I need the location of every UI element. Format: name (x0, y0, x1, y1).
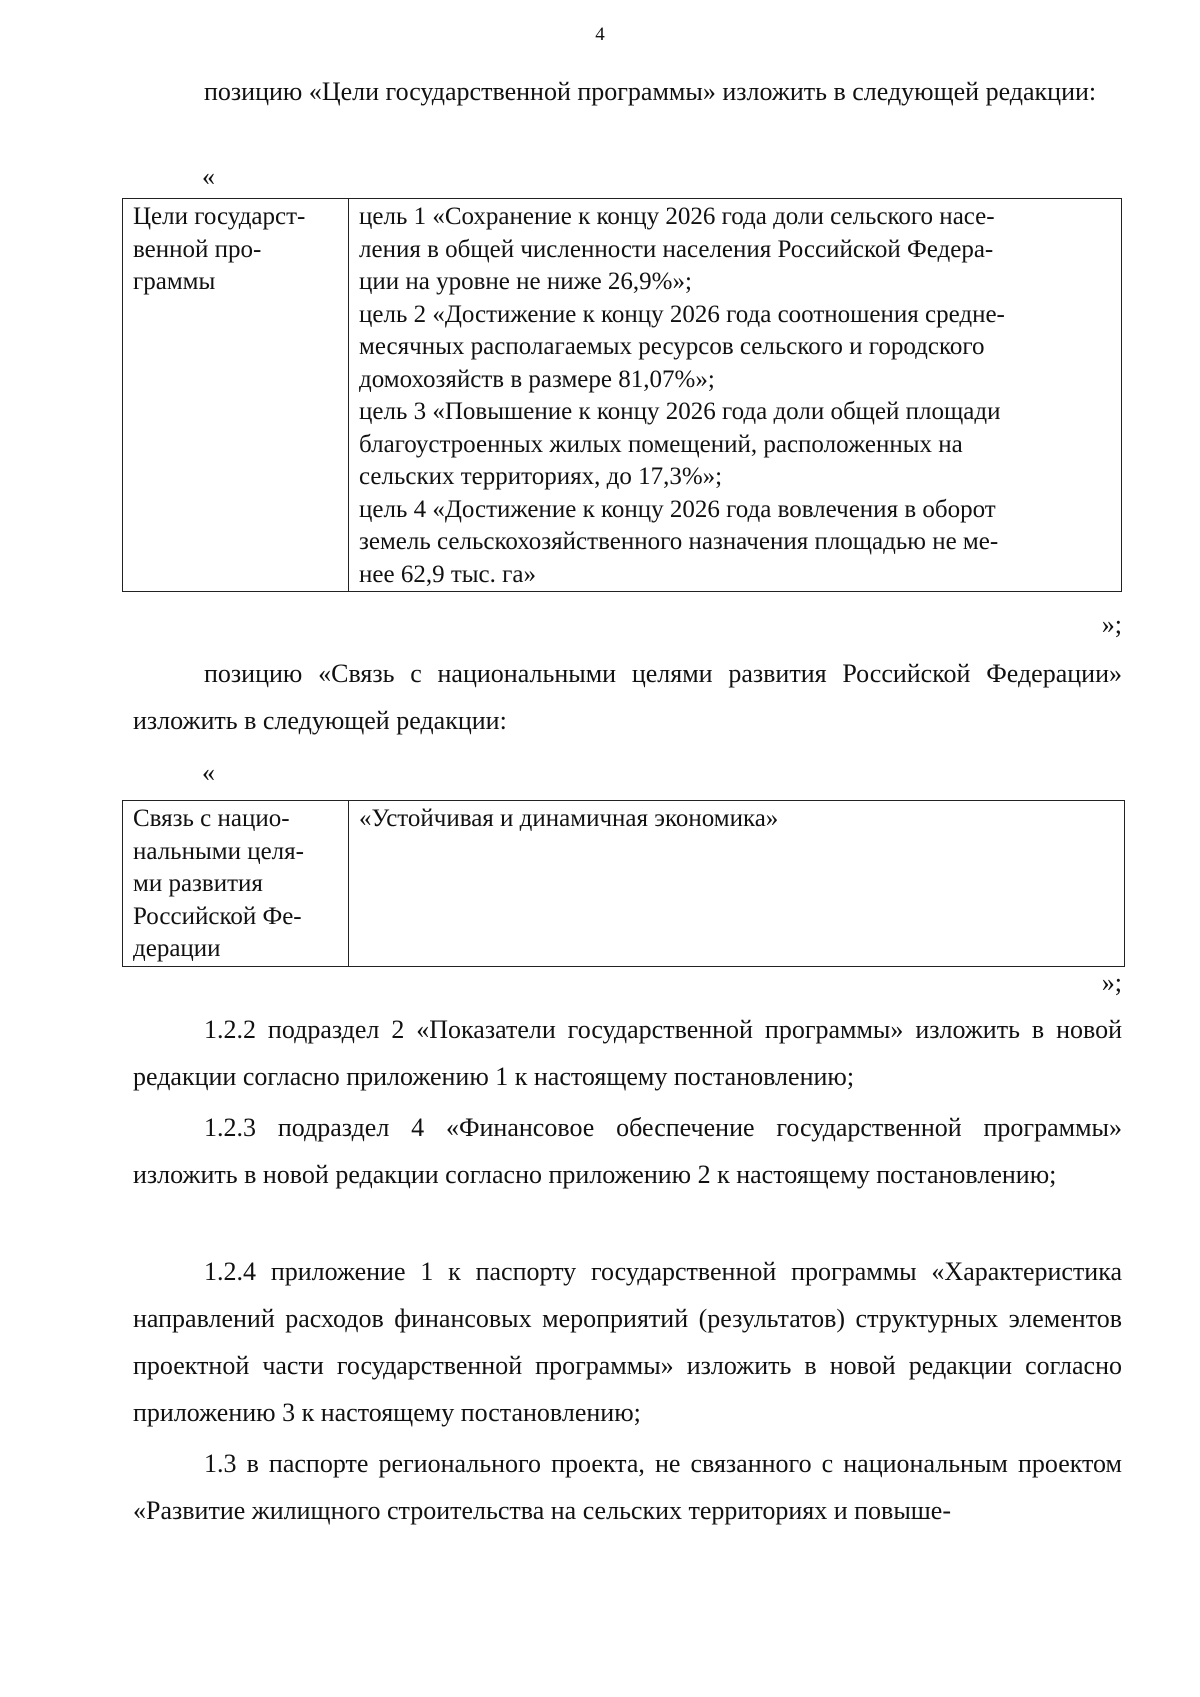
goals-label-cell (123, 199, 349, 592)
cell-line: ления в общей численности населения Российской Федера- (359, 235, 994, 263)
cell-line: дерации (133, 935, 221, 962)
cell-line: ции на уровне не ниже 26,9%»; (359, 268, 692, 295)
cell-line: сельских территориях, до 17,3%»; (359, 463, 723, 490)
cell-line: Цели государст- (133, 203, 306, 230)
cell-line: Российской Фе- (133, 902, 302, 930)
paragraph-1-3: 1.3 в паспорте регионального проекта, не связанного с национальным проектом «Развитие жилищного строительства на сельских территориях и повыше- (133, 1449, 1122, 1525)
cell-line: нальными целя- (133, 837, 304, 865)
table-row (123, 199, 1122, 592)
goals-value-cell (349, 199, 1122, 592)
goals-table (122, 198, 1122, 592)
national-goals-label-cell (123, 801, 349, 967)
paragraph-1-2-4: 1.2.4 приложение 1 к паспорту государственной программы «Характеристика направлений расходов финансовых мероприятий (результатов) структурных элементов проектной части государственной программы» изложить в новой редакции согласно приложению 3 к настоящему постановлению; (133, 1257, 1122, 1427)
close-quote: »; (1101, 610, 1122, 639)
cell-line: «Устойчивая и динамичная экономика» (359, 805, 779, 832)
national-goals-value-cell (349, 801, 1125, 967)
table-row (123, 801, 1125, 967)
page-number: 4 (595, 24, 605, 45)
paragraph-1-2-3: 1.2.3 подраздел 4 «Финансовое обеспечение государственной программы» изложить в новой редакции согласно приложению 2 к настоящему постановлению; (133, 1113, 1122, 1189)
cell-line: месячных располагаемых ресурсов сельского и городского (359, 333, 985, 360)
cell-line: земель сельскохозяйственного назначения площадью не ме- (359, 528, 999, 555)
open-quote: « (202, 758, 215, 787)
cell-line: Связь с нацио- (133, 805, 290, 832)
cell-line: цель 2 «Достижение к концу 2026 года соотношения средне- (359, 300, 1005, 328)
open-quote: « (202, 162, 215, 191)
paragraph-national-goals-intro: позицию «Связь с национальными целями развития Российской Федерации» изложить в следующей редакции: (133, 659, 1122, 735)
cell-line: благоустроенных жилых помещений, расположенных на (359, 430, 963, 458)
close-quote: »; (1101, 968, 1122, 997)
national-goals-table (122, 800, 1125, 967)
cell-line: граммы (133, 268, 216, 295)
cell-line: домохозяйств в размере 81,07%»; (359, 365, 715, 393)
cell-line: ми развития (133, 870, 263, 897)
cell-line: цель 3 «Повышение к концу 2026 года доли общей площади (359, 398, 1001, 425)
cell-line: венной про- (133, 235, 262, 263)
cell-line: цель 1 «Сохранение к концу 2026 года доли сельского насе- (359, 203, 995, 230)
cell-line: цель 4 «Достижение к концу 2026 года вовлечения в оборот (359, 495, 996, 523)
cell-line: нее 62,9 тыс. га» (359, 560, 536, 588)
paragraph-1-2-2: 1.2.2 подраздел 2 «Показатели государственной программы» изложить в новой редакции согласно приложению 1 к настоящему постановлению; (133, 1015, 1122, 1091)
paragraph-goals-intro: позицию «Цели государственной программы» изложить в следующей редакции: (204, 77, 1097, 106)
